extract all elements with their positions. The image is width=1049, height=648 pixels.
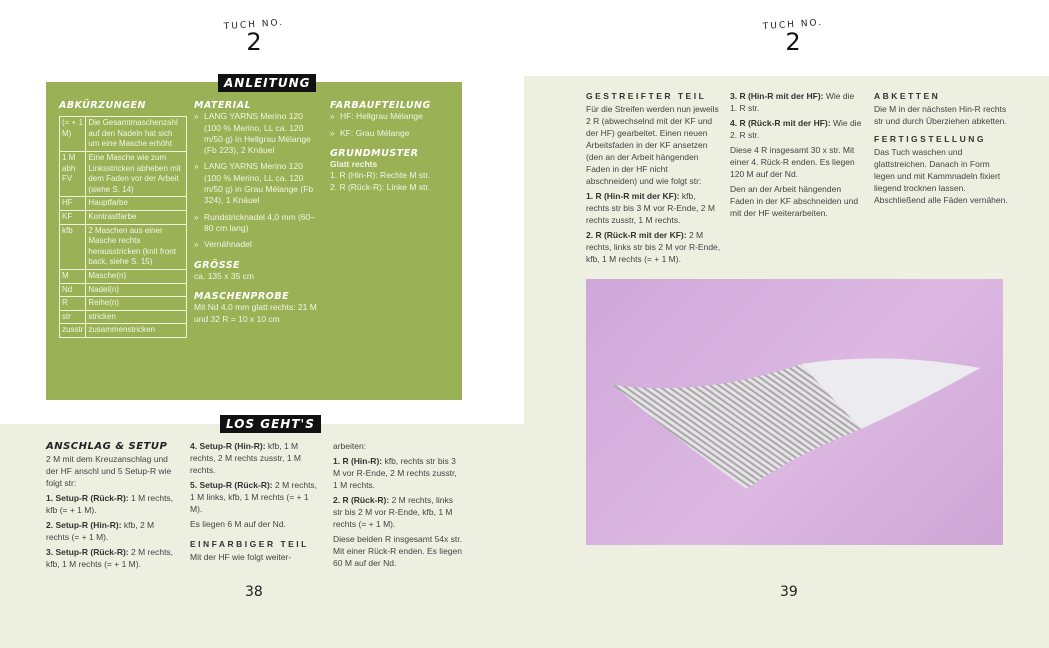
groesse-heading: GRÖSSE [194,259,241,271]
setup-step: 1. Setup-R (Rück-R): 1 M rechts, kfb (= + 1 M). [46,493,174,515]
gestreifter-section [586,90,721,268]
farb-item: » KF: Grau Mélange [330,128,455,139]
abbreviation-row [60,152,187,197]
tuch-badge-right [753,17,833,56]
abbreviation-row [60,197,187,211]
streifen-after: Diese 4 R insgesamt 30 x str. Mit einer 4. Rück-R enden. Es liegen 120 M auf der Nd. [730,145,855,179]
anschlag-intro: 2 M mit dem Kreuzanschlag und der HF anschl und 5 Setup-R wie folgt str: [46,454,172,488]
einfarbig-after: Diese beiden R insgesamt 54x str. Mit einer Rück-R enden. Es liegen 60 M auf der Nd. [333,534,462,568]
maschenprobe-heading: MASCHENPROBE [194,291,290,303]
abbreviation-key: 1 M abh FV [60,152,86,197]
grundmuster-row: 1. R (Hin-R): Rechte M str. [330,170,431,181]
anleitung-tag: ANLEITUNG [218,74,316,92]
badge-arc-text: TUCH NO. [223,17,285,33]
streifen-step: 2. R (Rück-R mit der KF): 2 M rechts, links str bis 2 M vor R-Ende, kfb, 1 M rechts (= + 1 M). [586,230,721,264]
abbreviation-value: Kontrastfarbe [86,211,187,225]
gestreifter-heading: GESTREIFTER TEIL [586,91,707,101]
einfarbig-step: 1. R (Hin-R): kfb, rechts str bis 3 M vor R-Ende, 2 M rechts zusstr, 1 M rechts. [333,456,457,490]
setup-step: 3. Setup-R (Rück-R): 2 M rechts, kfb, 1 M rechts (= + 1 M). [46,547,174,569]
material-section [194,100,319,325]
abbreviation-key: (= + 1 M) [60,117,86,152]
shawl-illustration [586,279,1003,545]
abbreviation-value: stricken [86,310,187,324]
fertigstellung-text: Das Tuch waschen und glattstreichen. Danach in Form legen und mit Kammnadeln fixiert liegend trocknen lassen. Abschließend alle Fäden vernähen. [874,147,1008,205]
abbreviation-key: Nd [60,283,86,297]
grundmuster-heading: GRUNDMUSTER [330,147,419,159]
abbreviation-row [60,324,187,338]
abbreviation-value: Hauptfarbe [86,197,187,211]
abbreviation-value: zusammenstricken [86,324,187,338]
abbreviation-row [60,297,187,311]
abketten-section [874,90,1009,209]
page-number-right: 39 [780,584,798,600]
abketten-heading: ABKETTEN [874,91,941,101]
abbreviation-row [60,270,187,284]
einfarbiger-intro: Mit der HF wie folgt weiter- [190,552,292,562]
grundmuster-row: 2. R (Rück-R): Linke M str. [330,181,431,192]
badge-arc-text: TUCH NO. [762,17,824,33]
grundmuster-sub: Glatt rechts [330,159,378,170]
material-item: » LANG YARNS Merino 120 (100 % Merino, LL ca. 120 m/50 g) in Grau Mélange (Fb 324), 1 Knäuel [194,161,319,206]
streifen-step: 4. R (Rück-R mit der HF): Wie die 2. R str. [730,118,862,140]
einfarbiger-section [333,440,463,572]
anschlag-heading: ANSCHLAG & SETUP [46,441,168,452]
abbreviation-row [60,310,187,324]
abbreviation-row [60,224,187,269]
abbreviation-key: M [60,270,86,284]
einfarbiger-heading: EINFARBIGER TEIL [190,539,309,549]
abbreviation-key: HF [60,197,86,211]
streifen-step: 3. R (Hin-R mit der HF): Wie die 1. R str. [730,91,855,113]
abkuerzungen-heading: ABKÜRZUNGEN [59,100,146,111]
material-item: » LANG YARNS Merino 120 (100 % Merino, LL ca. 120 m/50 g) in Hellgrau Mélange (Fb 223), 2 Knäuel [194,111,319,156]
setup-continued [190,440,320,566]
tuch-badge-left [214,17,294,56]
material-item: » Vernähnadel [194,239,319,250]
abbreviation-value: Masche(n) [86,270,187,284]
einfarbiger-intro-cont: arbeiten: [333,441,367,451]
abbreviation-value: 2 Maschen aus einer Masche rechts herausstricken (knit front back, siehe S. 15) [86,224,187,269]
abketten-text: Die M in der nächsten Hin-R rechts str und durch Überziehen abketten. [874,104,1007,126]
abbreviation-key: zusstr [60,324,86,338]
abbreviation-key: kfb [60,224,86,269]
setup-step: 2. Setup-R (Hin-R): kfb, 2 M rechts (= + 1 M). [46,520,155,542]
abbreviation-key: R [60,297,86,311]
page-number-left: 38 [245,584,263,600]
abbreviation-value: Reihe(n) [86,297,187,311]
streifen-after: Den an der Arbeit hängenden Faden in der KF abschneiden und mit der HF weiterarbeiten. [730,184,859,218]
anschlag-section [46,441,178,573]
einfarbig-step: 2. R (Rück-R): 2 M rechts, links str bis 2 M vor R-Ende, kfb, 1 M rechts (= + 1 M). [333,495,453,529]
abbreviation-row [60,117,187,152]
material-item: » Rundstricknadel 4,0 mm (60–80 cm lang) [194,212,319,235]
abbreviations-table [59,116,187,338]
maschenprobe-text: Mit Nd 4,0 mm glatt rechts: 21 M und 32 R = 10 x 10 cm [194,302,317,324]
abbreviation-value: Eine Masche wie zum Linksstricken abheben mit dem Faden vor der Arbeit (siehe S. 14) [86,152,187,197]
striped-shawl-photo [586,279,1003,545]
setup-after: Es liegen 6 M auf der Nd. [190,519,286,529]
abbreviation-row [60,283,187,297]
streifen-step: 1. R (Hin-R mit der KF): kfb, rechts str bis 3 M vor R-Ende, 2 M rechts zusstr, 1 M rechts. [586,191,715,225]
los-gehts-tag: LOS GEHT'S [220,415,321,433]
abbreviation-key: KF [60,211,86,225]
setup-step: 5. Setup-R (Rück-R): 2 M rechts, 1 M links, kfb, 1 M rechts (= + 1 M). [190,480,318,514]
material-heading: MATERIAL [194,100,252,111]
farb-item: » HF: Hellgrau Mélange [330,111,455,122]
setup-step: 4. Setup-R (Hin-R): kfb, 1 M rechts, 2 M rechts zusstr, 1 M rechts. [190,441,302,475]
groesse-text: ca. 135 x 35 cm [194,270,255,281]
gestreifter-intro: Für die Streifen werden nun jeweils 2 R (abwechselnd mit der KF und der HF) gearbeitet. Einen neuen Arbeitsfaden in der KF ansetzen (den an der Arbeit hängenden Faden in der HF nicht abschneiden) und wie folgt str: [586,104,719,186]
badge-number: 2 [246,28,262,56]
badge-number: 2 [785,28,801,56]
farbaufteilung-section [330,100,455,193]
fertigstellung-heading: FERTIGSTELLUNG [874,134,986,144]
abbreviation-key: str [60,310,86,324]
abbreviation-value: Die Gesamtmaschenzahl auf den Nadeln hat sich um eine Masche erhöht [86,117,187,152]
abkuerzungen-section [59,100,194,338]
abbreviation-value: Nadel(n) [86,283,187,297]
anleitung-box [46,82,462,400]
farbaufteilung-heading: FARBAUFTEILUNG [330,100,431,111]
gestreifter-continued [730,90,862,222]
abbreviation-row [60,211,187,225]
